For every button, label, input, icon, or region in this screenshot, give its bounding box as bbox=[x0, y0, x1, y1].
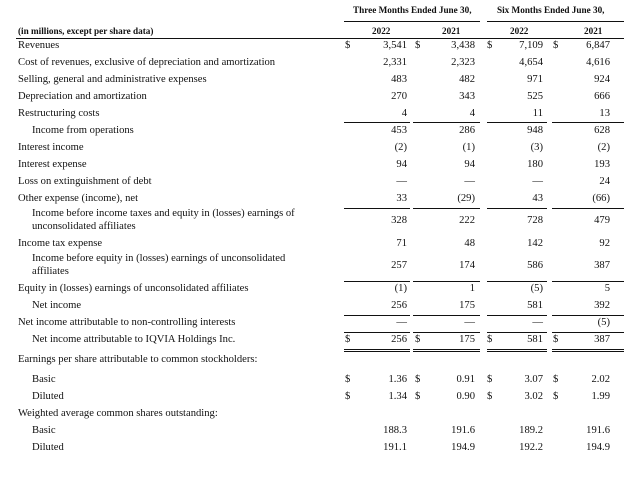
subtotal-rule bbox=[344, 208, 410, 209]
currency-symbol: $ bbox=[415, 374, 421, 385]
row-value: 1 bbox=[469, 283, 475, 294]
row-label: Selling, general and administrative expenses bbox=[18, 74, 207, 85]
row-label: Interest expense bbox=[18, 159, 87, 170]
subtotal-rule bbox=[344, 315, 410, 316]
row-value: (3) bbox=[530, 142, 543, 153]
row-value: 71 bbox=[396, 238, 407, 249]
subtotal-rule bbox=[487, 122, 547, 123]
year-col-3: 2022 bbox=[510, 26, 529, 36]
row-value: 94 bbox=[396, 159, 407, 170]
subtotal-rule bbox=[552, 332, 624, 333]
row-value: 3.07 bbox=[524, 374, 543, 385]
row-value: 392 bbox=[594, 300, 610, 311]
subtotal-rule bbox=[413, 315, 480, 316]
row-value: (5) bbox=[530, 283, 543, 294]
row-label: Basic bbox=[32, 374, 56, 385]
row-value: 2,331 bbox=[383, 57, 407, 68]
row-value: 628 bbox=[594, 125, 610, 136]
row-value: 222 bbox=[459, 215, 475, 226]
row-value: 13 bbox=[599, 108, 610, 119]
header-three-months-rule bbox=[344, 21, 480, 22]
row-value: 328 bbox=[391, 215, 407, 226]
row-value: (5) bbox=[597, 317, 610, 328]
total-double-rule bbox=[413, 349, 480, 352]
subtotal-rule bbox=[344, 281, 410, 282]
row-value: 286 bbox=[459, 125, 475, 136]
row-value: — bbox=[532, 317, 543, 328]
row-value: 581 bbox=[527, 300, 543, 311]
currency-symbol: $ bbox=[415, 334, 421, 345]
row-value: 7,109 bbox=[519, 40, 543, 51]
subtotal-rule bbox=[487, 332, 547, 333]
row-value: (29) bbox=[457, 193, 475, 204]
row-value: (66) bbox=[592, 193, 610, 204]
currency-symbol: $ bbox=[553, 40, 559, 51]
currency-symbol: $ bbox=[415, 391, 421, 402]
subtotal-rule bbox=[413, 122, 480, 123]
row-value: 43 bbox=[532, 193, 543, 204]
row-value: 2.02 bbox=[591, 374, 610, 385]
currency-symbol: $ bbox=[487, 374, 493, 385]
row-value: 4 bbox=[401, 108, 407, 119]
row-value: 483 bbox=[391, 74, 407, 85]
subtotal-rule bbox=[552, 122, 624, 123]
row-value: 191.1 bbox=[383, 442, 407, 453]
row-label: Net income bbox=[32, 300, 82, 311]
row-value: 4,654 bbox=[519, 57, 543, 68]
row-value: — bbox=[464, 317, 475, 328]
currency-symbol: $ bbox=[415, 40, 421, 51]
year-col-1: 2022 bbox=[372, 26, 391, 36]
row-label: Interest income bbox=[18, 142, 84, 153]
row-value: 175 bbox=[459, 300, 475, 311]
row-value: 174 bbox=[459, 260, 475, 271]
year-col-4: 2021 bbox=[584, 26, 603, 36]
row-label: Earnings per share attributable to common stockholders: bbox=[18, 354, 258, 365]
currency-symbol: $ bbox=[487, 391, 493, 402]
row-value: 191.6 bbox=[451, 425, 475, 436]
subtotal-rule bbox=[552, 281, 624, 282]
row-value: 189.2 bbox=[519, 425, 543, 436]
row-value: 586 bbox=[527, 260, 543, 271]
row-value: 4,616 bbox=[586, 57, 610, 68]
row-value: 387 bbox=[594, 260, 610, 271]
currency-symbol: $ bbox=[345, 334, 351, 345]
units-note: (in millions, except per share data) bbox=[18, 26, 154, 36]
row-value: 666 bbox=[594, 91, 610, 102]
row-label-continued: unconsolidated affiliates bbox=[32, 221, 136, 232]
currency-symbol: $ bbox=[553, 374, 559, 385]
row-value: (2) bbox=[597, 142, 610, 153]
row-label: Depreciation and amortization bbox=[18, 91, 147, 102]
row-label: Net income attributable to IQVIA Holdings Inc. bbox=[32, 334, 236, 345]
row-value: 581 bbox=[527, 334, 543, 345]
row-value: 6,847 bbox=[586, 40, 610, 51]
currency-symbol: $ bbox=[487, 334, 493, 345]
row-value: 0.90 bbox=[456, 391, 475, 402]
row-label: Diluted bbox=[32, 391, 64, 402]
row-value: 3.02 bbox=[524, 391, 543, 402]
row-value: — bbox=[396, 317, 407, 328]
subtotal-rule bbox=[552, 208, 624, 209]
row-label: Net income attributable to non-controlling interests bbox=[18, 317, 236, 328]
row-value: — bbox=[464, 176, 475, 187]
subtotal-rule bbox=[487, 208, 547, 209]
row-label: Loss on extinguishment of debt bbox=[18, 176, 152, 187]
row-label-continued: affiliates bbox=[32, 266, 69, 277]
year-col-2: 2021 bbox=[442, 26, 461, 36]
row-value: 3,438 bbox=[451, 40, 475, 51]
row-value: 5 bbox=[604, 283, 610, 294]
row-value: 142 bbox=[527, 238, 543, 249]
row-value: (1) bbox=[462, 142, 475, 153]
total-double-rule bbox=[344, 349, 410, 352]
row-label: Income tax expense bbox=[18, 238, 103, 249]
row-value: 194.9 bbox=[586, 442, 610, 453]
currency-symbol: $ bbox=[345, 40, 351, 51]
subtotal-rule bbox=[487, 315, 547, 316]
row-label: Other expense (income), net bbox=[18, 193, 139, 204]
row-value: 48 bbox=[464, 238, 475, 249]
row-label: Cost of revenues, exclusive of depreciation and amortization bbox=[18, 57, 276, 68]
subtotal-rule bbox=[552, 315, 624, 316]
row-label: Income from operations bbox=[32, 125, 134, 136]
subtotal-rule bbox=[413, 281, 480, 282]
row-value: 971 bbox=[527, 74, 543, 85]
row-value: — bbox=[396, 176, 407, 187]
currency-symbol: $ bbox=[553, 334, 559, 345]
row-value: 343 bbox=[459, 91, 475, 102]
row-value: 11 bbox=[532, 108, 543, 119]
row-value: 0.91 bbox=[456, 374, 475, 385]
row-label: Income before equity in (losses) earnings of unconsolidated bbox=[32, 253, 286, 264]
row-value: 1.99 bbox=[591, 391, 610, 402]
subtotal-rule bbox=[344, 332, 410, 333]
row-label: Equity in (losses) earnings of unconsolidated affiliates bbox=[18, 283, 249, 294]
subtotal-rule bbox=[487, 281, 547, 282]
row-value: 193 bbox=[594, 159, 610, 170]
row-value: 192.2 bbox=[519, 442, 543, 453]
row-value: 924 bbox=[594, 74, 610, 85]
row-value: 92 bbox=[599, 238, 610, 249]
row-value: 256 bbox=[391, 300, 407, 311]
row-value: 24 bbox=[599, 176, 610, 187]
row-value: 479 bbox=[594, 215, 610, 226]
row-value: 948 bbox=[527, 125, 543, 136]
row-value: (2) bbox=[394, 142, 407, 153]
row-value: 2,323 bbox=[451, 57, 475, 68]
header-six-months: Six Months Ended June 30, bbox=[497, 5, 605, 15]
currency-symbol: $ bbox=[487, 40, 493, 51]
row-value: 257 bbox=[391, 260, 407, 271]
row-value: 1.36 bbox=[388, 374, 407, 385]
row-value: 482 bbox=[459, 74, 475, 85]
row-value: 3,541 bbox=[383, 40, 407, 51]
currency-symbol: $ bbox=[345, 391, 351, 402]
currency-symbol: $ bbox=[553, 391, 559, 402]
currency-symbol: $ bbox=[345, 374, 351, 385]
row-value: — bbox=[532, 176, 543, 187]
row-value: 94 bbox=[464, 159, 475, 170]
row-value: 180 bbox=[527, 159, 543, 170]
row-value: 728 bbox=[527, 215, 543, 226]
subtotal-rule bbox=[413, 208, 480, 209]
total-double-rule bbox=[487, 349, 547, 352]
subtotal-rule bbox=[344, 122, 410, 123]
row-label: Basic bbox=[32, 425, 56, 436]
row-value: 256 bbox=[391, 334, 407, 345]
row-label: Restructuring costs bbox=[18, 108, 100, 119]
row-value: 33 bbox=[396, 193, 407, 204]
row-value: 525 bbox=[527, 91, 543, 102]
row-label: Revenues bbox=[18, 40, 60, 51]
total-double-rule bbox=[552, 349, 624, 352]
row-label: Weighted average common shares outstanding: bbox=[18, 408, 218, 419]
subtotal-rule bbox=[413, 332, 480, 333]
row-value: 194.9 bbox=[451, 442, 475, 453]
header-three-months: Three Months Ended June 30, bbox=[353, 5, 472, 15]
row-value: 188.3 bbox=[383, 425, 407, 436]
row-value: (1) bbox=[394, 283, 407, 294]
row-value: 270 bbox=[391, 91, 407, 102]
header-six-months-rule bbox=[487, 21, 624, 22]
row-label: Income before income taxes and equity in (losses) earnings of bbox=[32, 208, 295, 219]
row-value: 4 bbox=[469, 108, 475, 119]
row-value: 191.6 bbox=[586, 425, 610, 436]
row-value: 175 bbox=[459, 334, 475, 345]
row-label: Diluted bbox=[32, 442, 64, 453]
row-value: 453 bbox=[391, 125, 407, 136]
row-value: 1.34 bbox=[388, 391, 407, 402]
row-value: 387 bbox=[594, 334, 610, 345]
